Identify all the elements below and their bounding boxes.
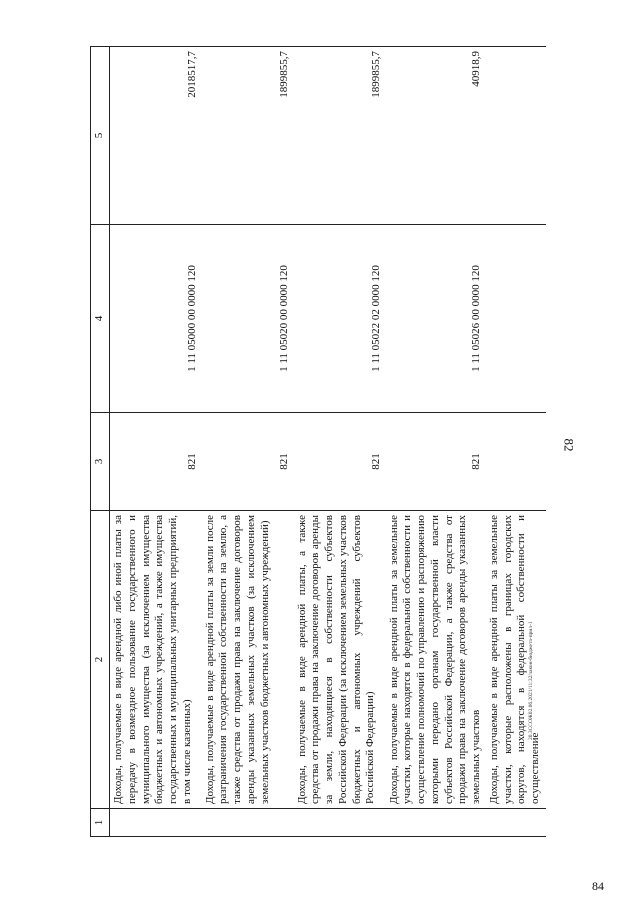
admin-code-cell [486,413,546,511]
header-col-4: 4 [91,225,110,413]
table-row [386,47,486,837]
budget-code-cell: 1 11 05000 00 0000 120 [110,225,202,413]
header-col-2: 2 [91,511,110,809]
budget-code-cell: 1 11 05020 00 0000 120 [202,225,294,413]
budget-code-cell [486,225,546,413]
page-footer-number: 84 [592,879,604,893]
description-cell: Доходы, получаемые в виде арендной платы за земли после разграничения государственной собственности на землю, а также средства от продажи права на заключение договоров аренды указанных земельных участков (за исключением земельных участков бюджетных и автономных учреждений) [202,511,294,809]
row-index-cell [386,809,486,837]
file-stamp: 20.3ССОЖ02.06.2021/11:32/закон-бюджета-прил-1 [528,621,534,740]
row-index-cell [202,809,294,837]
admin-code-cell: 821 [294,413,386,511]
admin-code-cell: 821 [386,413,486,511]
amount-cell: 1899855,7 [294,47,386,225]
table-row [110,47,202,837]
header-col-1: 1 [91,809,110,837]
amount-cell: 2018517,7 [110,47,202,225]
amount-cell: 1899855,7 [202,47,294,225]
description-cell: Доходы, получаемые в виде арендной платы за земельные участки, которые находятся в федеральной собственности и осуществление полномочий по управлению и распоряжению которыми передано органам государственной власти субъектов Российской Федерации, а также средства от продажи права на заключение договоров аренды указанных земельных участков [386,511,486,809]
description-cell: Доходы, получаемые в виде арендной платы, а также средства от продажи права на заключение договоров аренды за земли, находящиеся в собственности субъектов Российской Федерации (за исключением земельных участков бюджетных и автономных учреждений субъектов Российской Федерации) [294,511,386,809]
row-index-cell [294,809,386,837]
table-row [294,47,386,837]
table-row [486,47,546,837]
header-row [91,47,110,837]
row-index-cell [486,809,546,837]
header-col-5: 5 [91,47,110,225]
page-number: 82 [561,438,577,452]
revenue-table [90,46,546,837]
amount-cell [486,47,546,225]
admin-code-cell: 821 [110,413,202,511]
amount-cell: 40918,9 [386,47,486,225]
admin-code-cell: 821 [202,413,294,511]
budget-code-cell: 1 11 05022 02 0000 120 [294,225,386,413]
row-index-cell [110,809,202,837]
budget-code-cell: 1 11 05026 00 0000 120 [386,225,486,413]
header-col-3: 3 [91,413,110,511]
rotated-table-area [90,47,600,837]
description-cell: Доходы, получаемые в виде арендной платы за земельные участки, которые расположены в границах городских округов, находятся в федеральной собственности и осуществление [486,511,546,809]
table-row [202,47,294,837]
description-cell: Доходы, получаемые в виде арендной либо иной платы за передачу в возмездное пользование государственного и муниципального имущества (за исключением имущества бюджетных и автономных учреждений, а также имущества государственных и муниципальных унитарных предприятий, в том числе казенных) [110,511,202,809]
